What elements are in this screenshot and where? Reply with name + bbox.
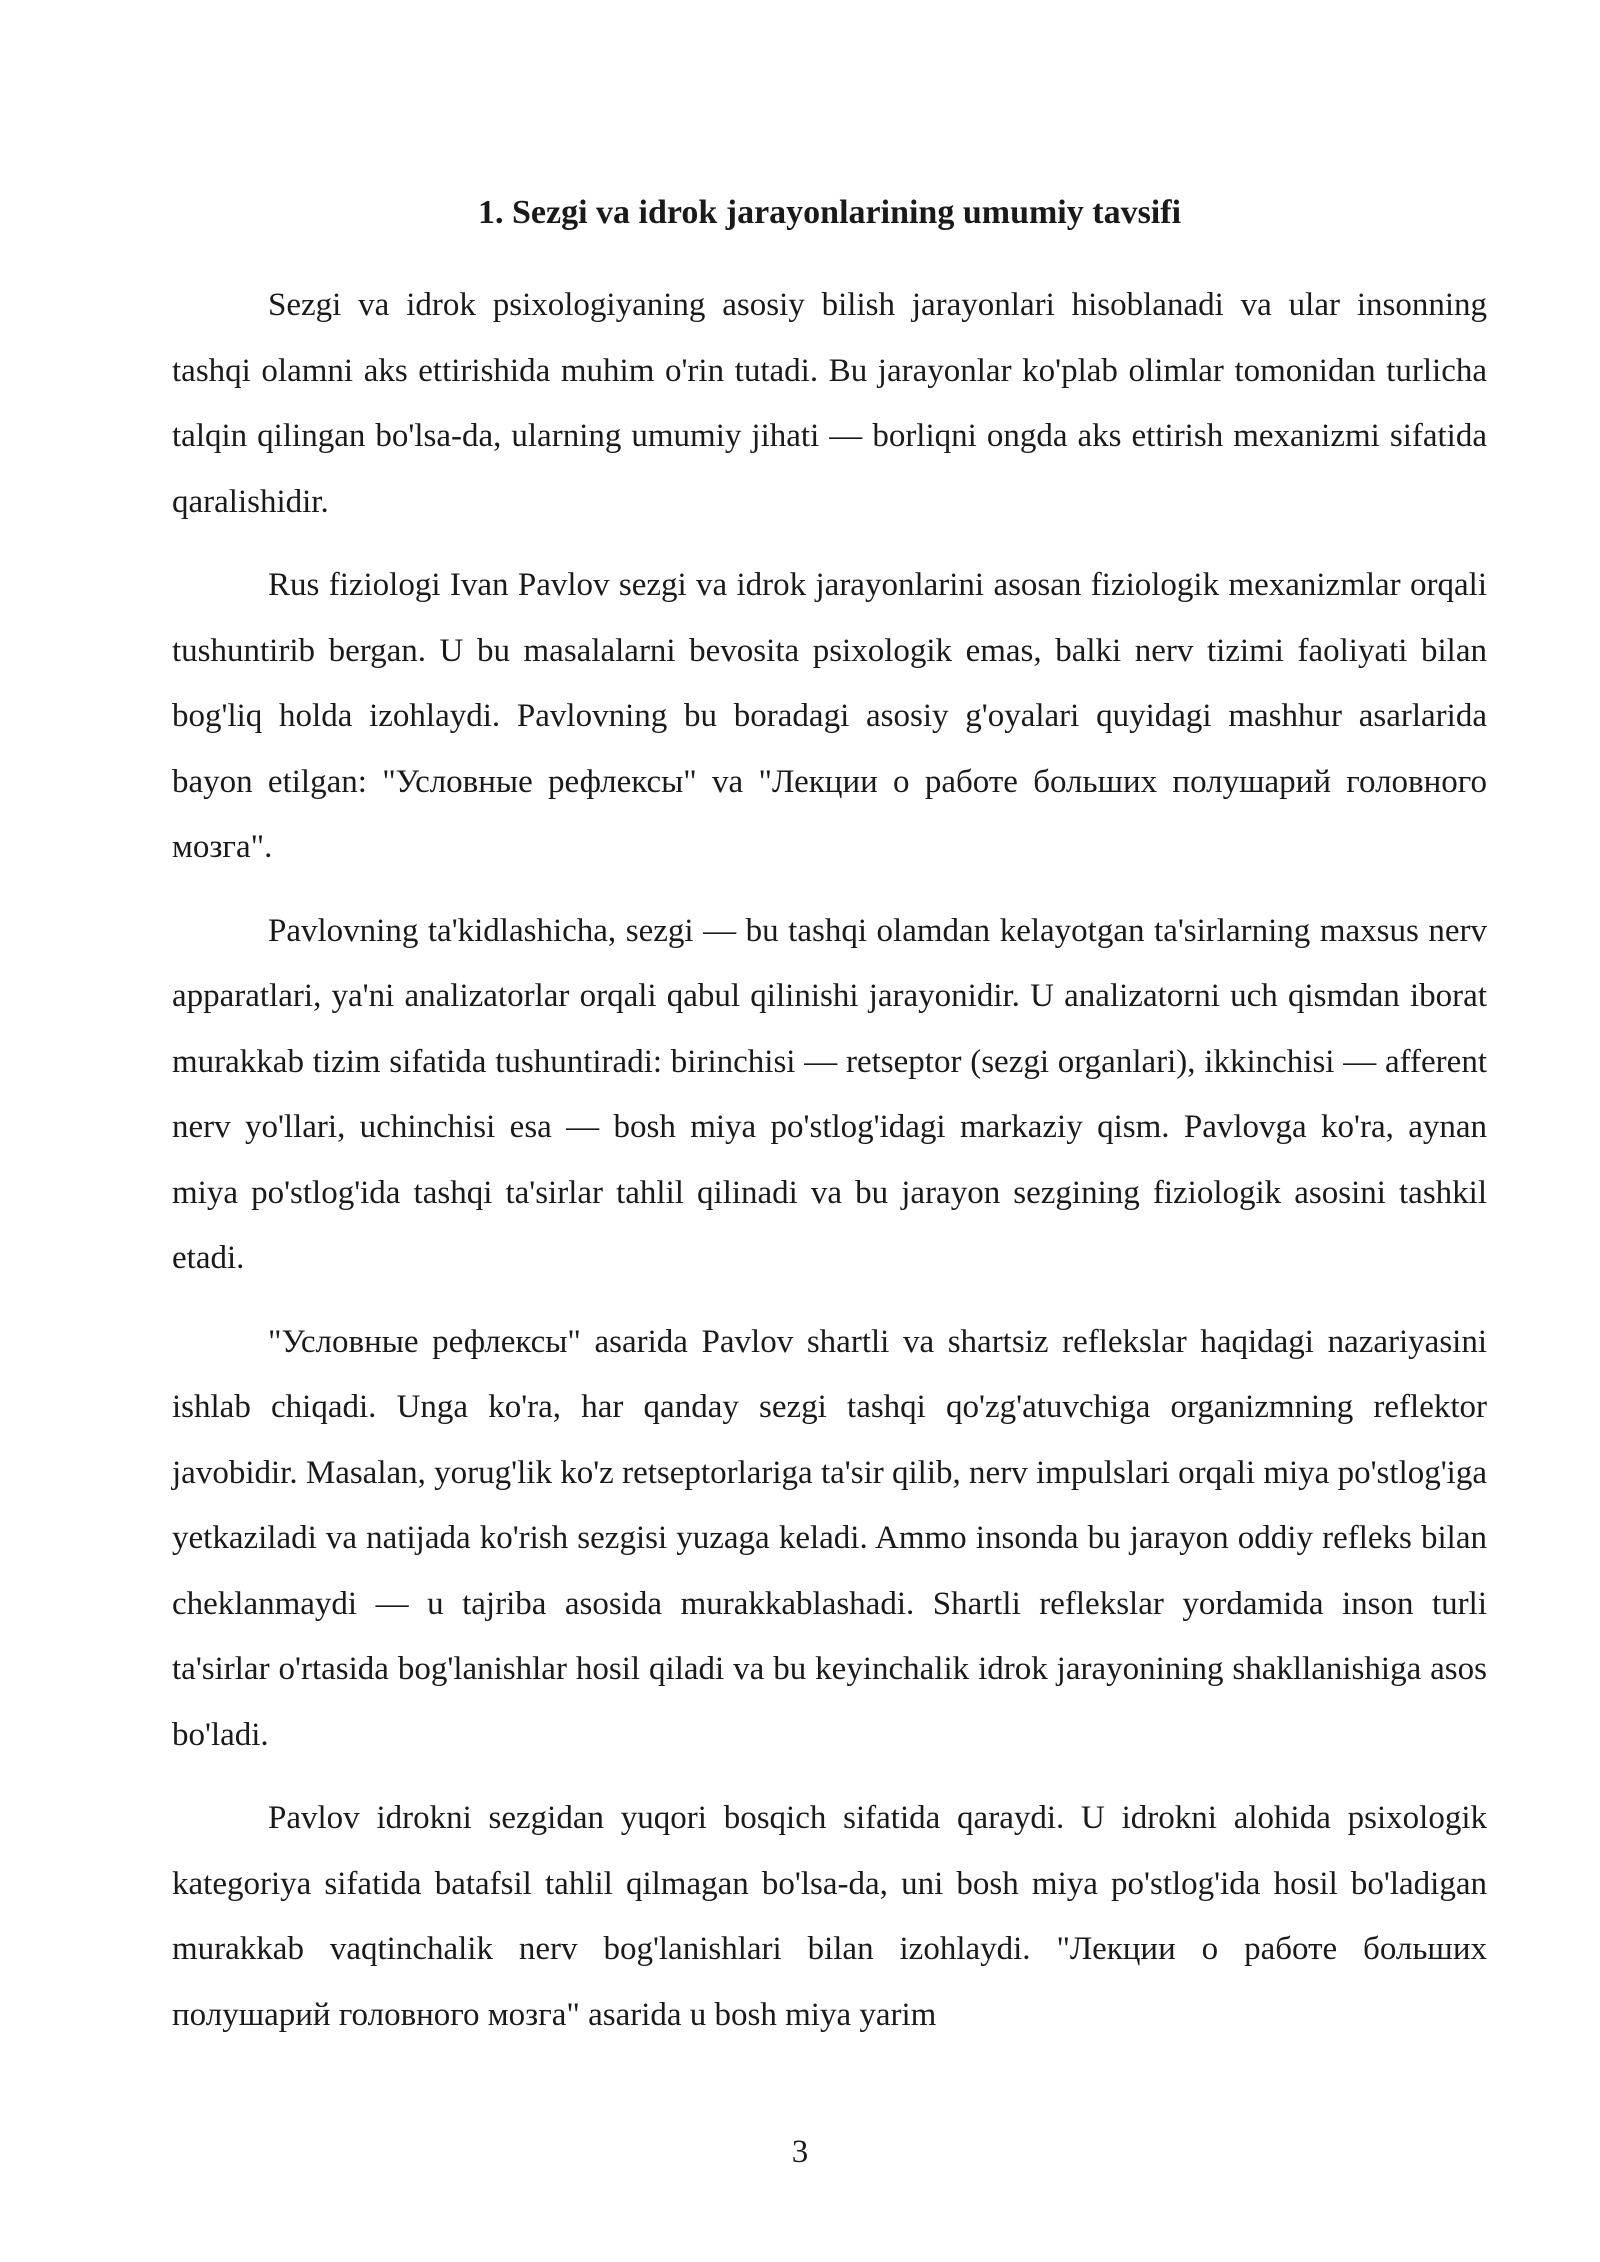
paragraph: Pavlovning ta'kidlashicha, sezgi — bu tashqi olamdan kelayotgan ta'sirlarning maxsus nerv apparatlari, ya'ni analizatorlar orqali qabul qilinishi jarayonidir. U analizatorni uch qismdan iborat murakkab tizim sifatida tushuntiradi: birinchisi — retseptor (sezgi organlari), ikkinchisi — afferent nerv yo'llari, uchinchisi esa — bosh miya po'stlog'idagi markaziy qism. Pavlovga ko'ra, aynan miya po'stlog'ida tashqi ta'sirlar tahlil qilinadi va bu jarayon sezgining fiziologik asosini tashkil etadi. (172, 912, 1487, 1276)
paragraph: Rus fiziologi Ivan Pavlov sezgi va idrok jarayonlarini asosan fiziologik mexanizmlar orqali tushuntirib bergan. U bu masalalarni bevosita psixologik emas, balki nerv tizimi faoliyati bilan bog'liq holda izohlaydi. Pavlovning bu boradagi asosiy g'oyalari quyidagi mashhur asarlarida bayon etilgan: "Условные рефлексы" va "Лекции о работе больших полушарий головного мозга". (172, 567, 1487, 865)
paragraph: "Условные рефлексы" asarida Pavlov shartli va shartsiz reflekslar haqidagi nazariyasini ishlab chiqadi. Unga ko'ra, har qanday sezgi tashqi qo'zg'atuvchiga organizmning reflektor javobidir. Masalan, yorug'lik ko'z retseptorlariga ta'sir qilib, nerv impulslari orqali miya po'stlog'iga yetkaziladi va natijada ko'rish sezgisi yuzaga keladi. Ammo insonda bu jarayon oddiy refleks bilan cheklanmaydi — u tajriba asosida murakkablashadi. Shartli reflekslar yordamida inson turli ta'sirlar o'rtasida bog'lanishlar hosil qiladi va bu keyinchalik idrok jarayonining shakllanishiga asos bo'ladi. (172, 1323, 1487, 1753)
document-page (172, 193, 1487, 2066)
page-number: 3 (791, 2134, 809, 2170)
section-title: 1. Sezgi va idrok jarayonlarining umumiy tavsifi (477, 194, 1182, 231)
paragraph: Pavlov idrokni sezgidan yuqori bosqich sifatida qaraydi. U idrokni alohida psixologik kategoriya sifatida batafsil tahlil qilmagan bo'lsa-da, uni bosh miya po'stlog'ida hosil bo'ladigan murakkab vaqtinchalik nerv bog'lanishlari bilan izohlaydi. "Лекции о работе больших полушарий головного мозга" asarida u bosh miya yarim (172, 1800, 1487, 2033)
paragraph: Sezgi va idrok psixologiyaning asosiy bilish jarayonlari hisoblanadi va ular insonning tashqi olamni aks ettirishida muhim o'rin tutadi. Bu jarayonlar ko'plab olimlar tomonidan turlicha talqin qilingan bo'lsa-da, ularning umumiy jihati — borliqni ongda aks ettirish mexanizmi sifatida qaralishidir. (172, 287, 1487, 520)
